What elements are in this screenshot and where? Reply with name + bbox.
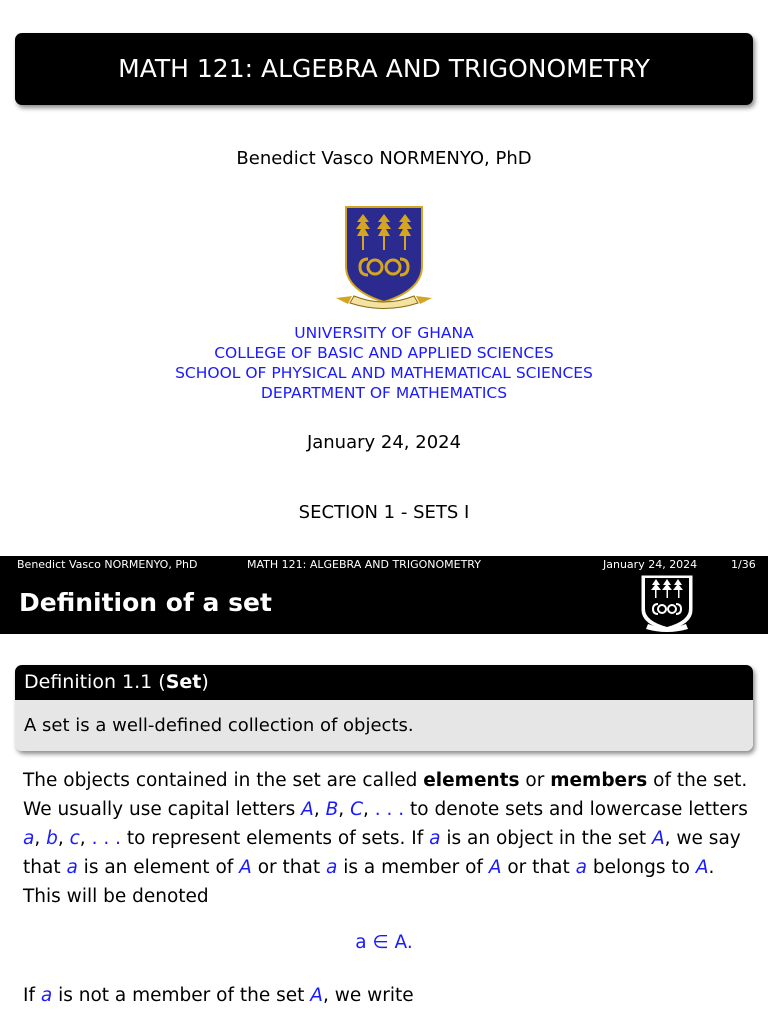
text: If xyxy=(23,985,41,1006)
definition-block xyxy=(15,665,753,751)
footer-author: Benedict Vasco NORMENYO, PhD xyxy=(17,558,198,571)
math-var: a xyxy=(325,857,338,878)
math-var: A xyxy=(695,857,709,878)
text: , xyxy=(34,828,47,849)
footer-course: MATH 121: ALGEBRA AND TRIGONOMETRY xyxy=(247,558,481,571)
text: is an element of xyxy=(77,857,240,878)
math-dots: . . . xyxy=(374,799,405,820)
math-var: c xyxy=(69,828,80,849)
text: The objects contained in the set are called xyxy=(23,770,424,791)
text: , xyxy=(57,828,70,849)
math-var: a xyxy=(23,828,35,849)
text: , we say that xyxy=(23,828,741,878)
text: belongs to xyxy=(586,857,696,878)
math-var: A xyxy=(310,985,323,1006)
math-var: a xyxy=(575,857,587,878)
math-var: a xyxy=(429,828,441,849)
math-var: a xyxy=(66,857,78,878)
presentation-date: January 24, 2024 xyxy=(306,432,462,453)
text: or that xyxy=(251,857,326,878)
text: , xyxy=(313,799,326,820)
institution-block xyxy=(0,323,768,403)
text: is an object in the set xyxy=(440,828,652,849)
footer-page: 1/36 xyxy=(731,558,756,571)
math-var: A xyxy=(488,857,502,878)
definition-close: ) xyxy=(201,671,209,693)
last-line xyxy=(23,985,414,1006)
frame-title: Definition of a set xyxy=(19,588,272,617)
footer-date: January 24, 2024 xyxy=(603,558,698,571)
math-var: A xyxy=(239,857,252,878)
footer-bar xyxy=(0,556,768,574)
institution-line: UNIVERSITY OF GHANA xyxy=(294,324,474,342)
university-crest-icon xyxy=(334,204,434,316)
text: or that xyxy=(501,857,576,878)
text: or xyxy=(519,770,551,791)
body-paragraph xyxy=(23,766,753,911)
small-crest-icon xyxy=(636,574,698,632)
math-dots: . . . xyxy=(91,828,121,849)
text: of the set. We usually use capital letters xyxy=(23,770,748,820)
bold-term: elements xyxy=(423,770,520,791)
text: to represent elements of sets. If xyxy=(120,828,430,849)
institution-line: SCHOOL OF PHYSICAL AND MATHEMATICAL SCIENCES xyxy=(175,364,593,382)
definition-body: A set is a well-defined collection of objects. xyxy=(15,700,753,751)
text: is a member of xyxy=(337,857,489,878)
slide-title: MATH 121: ALGEBRA AND TRIGONOMETRY xyxy=(118,54,650,83)
institution-line: COLLEGE OF BASIC AND APPLIED SCIENCES xyxy=(214,344,554,362)
section-title: SECTION 1 - SETS I xyxy=(298,502,470,523)
institution-line: DEPARTMENT OF MATHEMATICS xyxy=(260,384,508,402)
text: , xyxy=(362,799,375,820)
display-equation xyxy=(0,932,768,953)
bold-term: members xyxy=(550,770,648,791)
math-var: b xyxy=(46,828,58,849)
text: . This will be denoted xyxy=(23,857,715,907)
math-var: A xyxy=(652,828,665,849)
definition-label: Definition 1.1 ( xyxy=(24,671,166,693)
math-var: B xyxy=(325,799,339,820)
math-var: a xyxy=(40,985,53,1006)
text: , xyxy=(338,799,351,820)
definition-term: Set xyxy=(165,671,202,693)
author-name: Benedict Vasco NORMENYO, PhD xyxy=(236,148,532,169)
text: to denote sets and lowercase letters xyxy=(404,799,748,820)
title-bar xyxy=(15,33,753,105)
text: is not a member of the set xyxy=(52,985,311,1006)
math-var: A xyxy=(301,799,314,820)
equation-a-in-A: a ∈ A. xyxy=(355,932,413,953)
text: , we write xyxy=(322,985,414,1006)
math-var: C xyxy=(350,799,363,820)
text: , xyxy=(79,828,92,849)
definition-header xyxy=(15,665,753,700)
